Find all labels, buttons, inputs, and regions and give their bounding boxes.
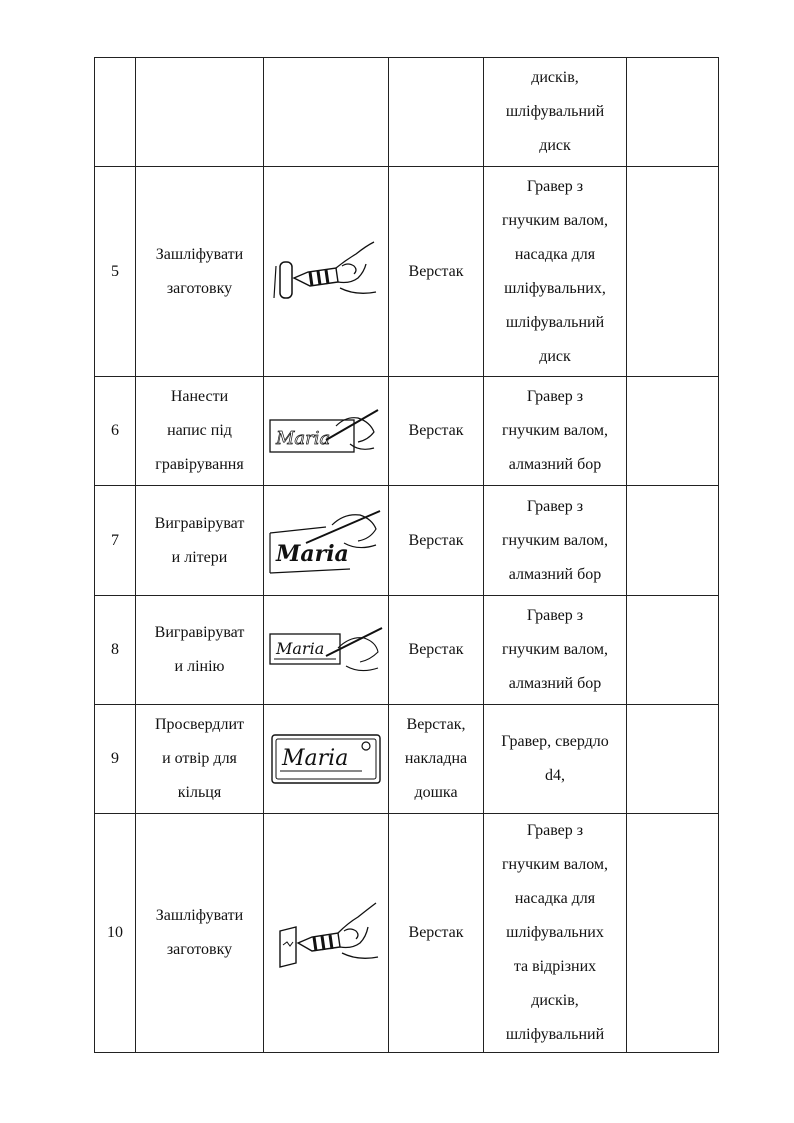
final-grinding-sketch-icon bbox=[266, 897, 386, 973]
operation-name: Вигравіруват и лінію bbox=[136, 596, 264, 705]
note bbox=[627, 58, 719, 167]
operation-name: Нанести напис під гравірування bbox=[136, 377, 264, 486]
workplace: Верстак bbox=[389, 167, 484, 377]
workplace: Верстак bbox=[389, 486, 484, 596]
workplace: Верстак bbox=[389, 377, 484, 486]
table-row bbox=[95, 705, 719, 814]
workplace bbox=[389, 58, 484, 167]
grinding-sketch-icon bbox=[266, 232, 386, 312]
workplace: Верстак bbox=[389, 596, 484, 705]
note bbox=[627, 377, 719, 486]
sketch-cell bbox=[264, 814, 389, 1053]
sketch-cell bbox=[264, 58, 389, 167]
marking-sketch-icon bbox=[266, 396, 386, 466]
tools: Гравер, свердло d4, bbox=[484, 705, 627, 814]
table-row bbox=[95, 377, 719, 486]
step-number: 6 bbox=[95, 377, 136, 486]
workplace: Верстак, накладна дошка bbox=[389, 705, 484, 814]
note bbox=[627, 596, 719, 705]
note bbox=[627, 486, 719, 596]
tools: Гравер з гнучким валом, алмазний бор bbox=[484, 596, 627, 705]
note bbox=[627, 167, 719, 377]
drilling-sketch-icon bbox=[266, 729, 386, 789]
sketch-word: Maria bbox=[276, 639, 325, 658]
step-number: 7 bbox=[95, 486, 136, 596]
table-row bbox=[95, 58, 719, 167]
step-number bbox=[95, 58, 136, 167]
operation-name: Зашліфувати заготовку bbox=[136, 814, 264, 1053]
tools: дисків, шліфувальний диск bbox=[484, 58, 627, 167]
operations-table bbox=[94, 57, 719, 1053]
table-row bbox=[95, 486, 719, 596]
note bbox=[627, 705, 719, 814]
operation-name: Вигравіруват и літери bbox=[136, 486, 264, 596]
operation-name: Зашліфувати заготовку bbox=[136, 167, 264, 377]
tools: Гравер з гнучким валом, насадка для шліфувальних та відрізних дисків, шліфувальний bbox=[484, 814, 627, 1053]
step-number: 8 bbox=[95, 596, 136, 705]
table-row bbox=[95, 814, 719, 1053]
operation-name bbox=[136, 58, 264, 167]
sketch-cell bbox=[264, 377, 389, 486]
sketch-cell bbox=[264, 705, 389, 814]
note bbox=[627, 814, 719, 1053]
tools: Гравер з гнучким валом, алмазний бор bbox=[484, 377, 627, 486]
operation-name: Просвердлит и отвір для кільця bbox=[136, 705, 264, 814]
sketch-word: Maria bbox=[276, 540, 349, 567]
sketch-cell bbox=[264, 486, 389, 596]
table-row bbox=[95, 596, 719, 705]
sketch-word: Maria bbox=[282, 746, 349, 771]
workplace: Верстак bbox=[389, 814, 484, 1053]
tools: Гравер з гнучким валом, насадка для шліфувальних, шліфувальний диск bbox=[484, 167, 627, 377]
tools: Гравер з гнучким валом, алмазний бор bbox=[484, 486, 627, 596]
step-number: 9 bbox=[95, 705, 136, 814]
sketch-word: Maria bbox=[276, 428, 331, 449]
engraving-line-sketch-icon bbox=[266, 618, 386, 682]
step-number: 10 bbox=[95, 814, 136, 1053]
sketch-cell bbox=[264, 596, 389, 705]
sketch-cell bbox=[264, 167, 389, 377]
table-row bbox=[95, 167, 719, 377]
engraving-letters-sketch-icon bbox=[266, 503, 386, 579]
step-number: 5 bbox=[95, 167, 136, 377]
